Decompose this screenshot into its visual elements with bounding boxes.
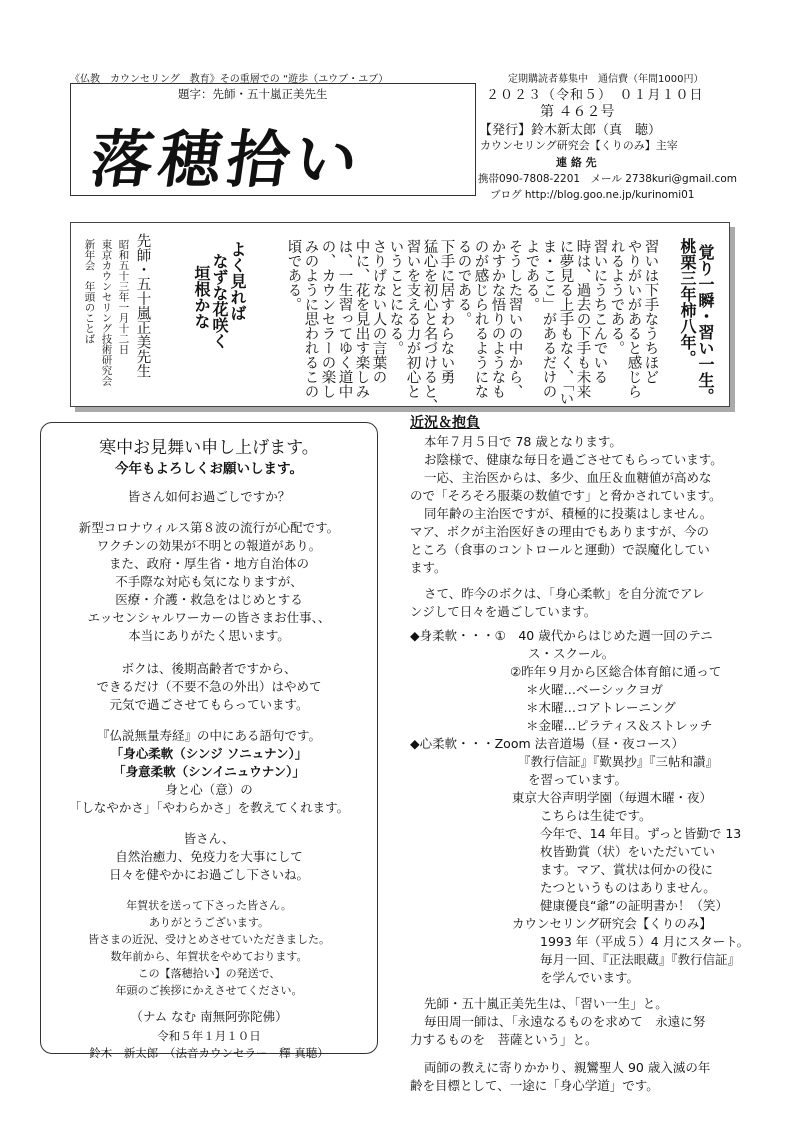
greeting-signature: 鈴木 新太郎 （法音カウンセラー 釋 真聴） [89, 1046, 329, 1060]
news-line: ます。 [410, 560, 447, 575]
quote-line: 時は、過去の下手も未来 [574, 239, 591, 399]
contact-label: 連 絡 先 [556, 156, 597, 169]
news-line: ＊金曜…ピラティス＆ストレッチ [526, 718, 713, 733]
quote-line: みのように思われるこの [302, 239, 319, 399]
greeting-line: また、政府・厚生省・地方自治体の [108, 556, 309, 571]
quote-line: かすかな悟りのようなも [489, 239, 506, 399]
issue-date: ２０２３（令和５） ０１月１０日 [486, 88, 704, 103]
news-line: を習っています。 [528, 772, 628, 787]
quote-line: のが感じられるようにな [472, 239, 489, 399]
news-line: ②昨年９月から区総合体育館に通って [510, 664, 722, 679]
greeting-line: 皆さん如何お過ごしですか？ [127, 489, 291, 504]
news-line: さて、昨今のボクは、「身心柔軟」を自分流でアレ [424, 586, 705, 601]
quote-headline-2: 覚り一瞬・習い一生。 [696, 244, 715, 404]
greeting-line: 元気で過ごさせてもらっています。 [109, 697, 309, 712]
quote-line: 頃である。 [285, 239, 302, 312]
news-line: 一応、主治医からは、多少、血圧＆血糖値が高めな [424, 470, 712, 485]
news-line: を学んでいます。 [540, 970, 640, 985]
calligraphy-credit: 題字：先師・五十嵐正美先生 [178, 87, 328, 101]
quote-line: に夢見る上手もなく、「い [557, 239, 574, 406]
quote-line: 猛心を初心と名づけると、 [421, 239, 438, 413]
greeting-line: 皆さん、 [183, 831, 235, 846]
quote-box [70, 222, 730, 413]
news-line: 本年７月５日で 78 歳となります。 [424, 434, 622, 449]
quote-line: よである。 [523, 239, 540, 312]
news-line: ＊火曜…ベーシックヨガ [526, 682, 664, 697]
news-line: 東京大谷声明学園（毎週木曜・夜） [512, 790, 713, 805]
news-line: たつというものはありません。 [540, 880, 716, 895]
news-line: 力するものを 菩薩という」と。 [410, 1032, 598, 1047]
quote-author-org: 東京カウンセリング技術研究会 [100, 239, 113, 386]
header-motto: 《仏教 カウンセリング 教育》その重層での “遊歩（ユウブ・ユブ） [70, 74, 389, 85]
news-line: ◆心柔軟・・・Zoom 法音道場（昼・夜コース） [410, 736, 684, 751]
news-line: 今年で、14 年目。ずっと皆勤で 13 [540, 826, 742, 841]
greeting-line: エッセンシャルワーカーの皆さまお仕事、、 [87, 610, 331, 625]
quote-line: ま・ここ」があるだけの [540, 239, 557, 399]
greeting-line: 「身意柔軟（シンイニュウナン）」 [113, 764, 305, 779]
news-line: 齢を目標として、一途に「身心学道」です。 [410, 1078, 659, 1093]
greeting-box [40, 422, 378, 1060]
greeting-line: この【落穂拾い】の発送で、 [137, 967, 281, 980]
greeting-title: 寒中お見舞い申し上げます。 [99, 438, 319, 458]
quote-line: 中に、花を見出す楽しみ [353, 239, 370, 399]
greeting-line: 新型コロナウィルス第８波の流行が心配です。 [78, 520, 340, 535]
quote-line: は、一生習ってゆく道中 [336, 239, 353, 399]
quote-line: そうした習いの中から、 [506, 239, 523, 399]
haiku-line-3: 垣根かな [192, 265, 211, 329]
news-line: 枚皆勤賞（状）をいただいてい [540, 844, 716, 859]
quote-line: るのである。 [455, 239, 472, 326]
quote-line: 習いにうちこんでいる [591, 239, 608, 384]
contact-phone-mail: 携帯090-7808-2201 メール 2738kuri@gmail.com [478, 173, 737, 185]
greeting-line: 医療・介護・救急をはじめとする [115, 592, 303, 607]
subscription-note: 定期購読者募集中 通信費（年間1000円） [508, 74, 704, 85]
greeting-line: 皆さまの近況、受けとめさせていただきました。 [88, 933, 330, 946]
quote-author-date: 昭和五十三年一月十二日 [117, 239, 130, 355]
news-line: 健康優良“爺”の証明書か！（笑） [540, 898, 728, 913]
quote-line: の、カウンセラーの楽し [319, 239, 336, 399]
quote-line: 下手に居すわらない勇 [438, 239, 455, 384]
news-line: ンジして日々を過ごしています。 [410, 604, 597, 619]
contact-blog: ブログ http://blog.goo.ne.jp/kurinomi01 [490, 189, 695, 201]
news-line: ◆身柔軟・・・① 40 歳代からはじめた週一回のテニ [410, 628, 713, 643]
greeting-line: ワクチンの効果が不明との報道があり。 [96, 538, 322, 553]
news-line: 同年齢の主治医ですが、積極的に投薬はしません。 [424, 506, 713, 521]
organizer: カウンセリング研究会【くりのみ】主宰 [480, 139, 678, 152]
news-line: 『教行信証』『歎異抄』『三帖和讃』 [518, 754, 719, 769]
news-line: ところ（食事のコントロールと運動）で誤魔化してい [410, 542, 710, 557]
greeting-line: 自然治癒力、免疫力を大事にして [115, 849, 303, 864]
greeting-line: 「身心柔軟（シンジ ソニュナン）」 [110, 746, 308, 761]
haiku-line-1: よく見れば [228, 241, 247, 321]
greeting-line: 年頭のご挨拶にかえさせてください。 [115, 984, 303, 997]
title-calligraphy: 落穂拾い [86, 123, 369, 196]
greeting-line: 身と心（意）の [165, 782, 253, 797]
news-line: ス・スクール。 [528, 646, 615, 661]
quote-headline-1: 桃栗三年柿八年。 [678, 238, 697, 366]
news-line: 毎田周一師は、「永遠なるものを求めて 永遠に努 [424, 1014, 706, 1029]
issue-number: 第 ４６２号 [540, 104, 615, 120]
quote-line: いうことになる。 [387, 239, 404, 355]
news-line: 毎月一回、『正法眼蔵』『教行信証』 [540, 952, 741, 967]
news-line: マア、ボクが主治医好きの理由でもありますが、今の [410, 524, 710, 539]
greeting-line: 「しなやかさ」「やわらかさ」を教えてくれます。 [68, 800, 350, 815]
news-line: ＊木曜…コアトレーニング [526, 700, 676, 715]
quote-line: さりげない人の言葉の [370, 239, 387, 384]
greeting-line: 数年前から、年賀状をやめております。 [110, 950, 308, 963]
news-line: 先師・五十嵐正美先生は、「習い一生」と。 [424, 996, 668, 1011]
quote-line: 習いを支える力が初心と [404, 239, 421, 399]
quote-line: 習いは下手なうちほど [642, 239, 659, 384]
publisher: 【発行】鈴木新太郎（真 聴） [479, 123, 662, 138]
news-line: 両師の教えに寄りかかり、親鸞聖人 90 歳入滅の年 [424, 1060, 711, 1075]
greeting-line: 不手際な対応も気になりますが、 [115, 574, 303, 589]
greeting-line: （ナム なむ 南無阿弥陀佛） [130, 1009, 288, 1024]
quote-author: 先師・五十嵐正美先生 [134, 233, 151, 378]
news-line: カウンセリング研究会【くりのみ】 [512, 916, 712, 931]
greeting-line: 『仏説無量寿経』の中にある語句です。 [96, 728, 321, 743]
news-heading: 近況＆抱負 [410, 415, 480, 431]
greeting-line: ボクは、後期高齢者ですから、 [121, 661, 297, 676]
greeting-line: 年賀状を送って下さった皆さん。 [126, 899, 292, 912]
news-line: こちらは生徒です。 [540, 808, 652, 823]
greeting-line: 日々を健やかにお過ごし下さいね。 [108, 867, 309, 882]
haiku-line-2: なずな花咲く [210, 253, 229, 349]
greeting-line: できるだけ（不要不急の外出）はやめて [96, 679, 322, 694]
news-line: お陰様で、健康な毎日を過ごさせてもらっています。 [424, 452, 723, 467]
news-line: 1993 年（平成５）4 月にスタート。 [540, 934, 750, 949]
greeting-line: ありがとうございます。 [148, 916, 270, 929]
greeting-line: 本当にありがたく思います。 [128, 628, 290, 643]
greeting-date: 令和５年１月１０日 [157, 1029, 261, 1043]
news-line: ので「そろそろ服薬の数値です」と脅かされています。 [410, 488, 722, 503]
quote-author-note: 新年会 年頭のことば [83, 239, 96, 344]
quote-line: やりがいがあると感じら [625, 239, 642, 399]
quote-line: れるようである。 [608, 239, 625, 355]
greeting-subtitle: 今年もよろしくお願いします。 [115, 461, 303, 477]
news-line: ます。マア、賞状は何かの役に [540, 862, 714, 877]
